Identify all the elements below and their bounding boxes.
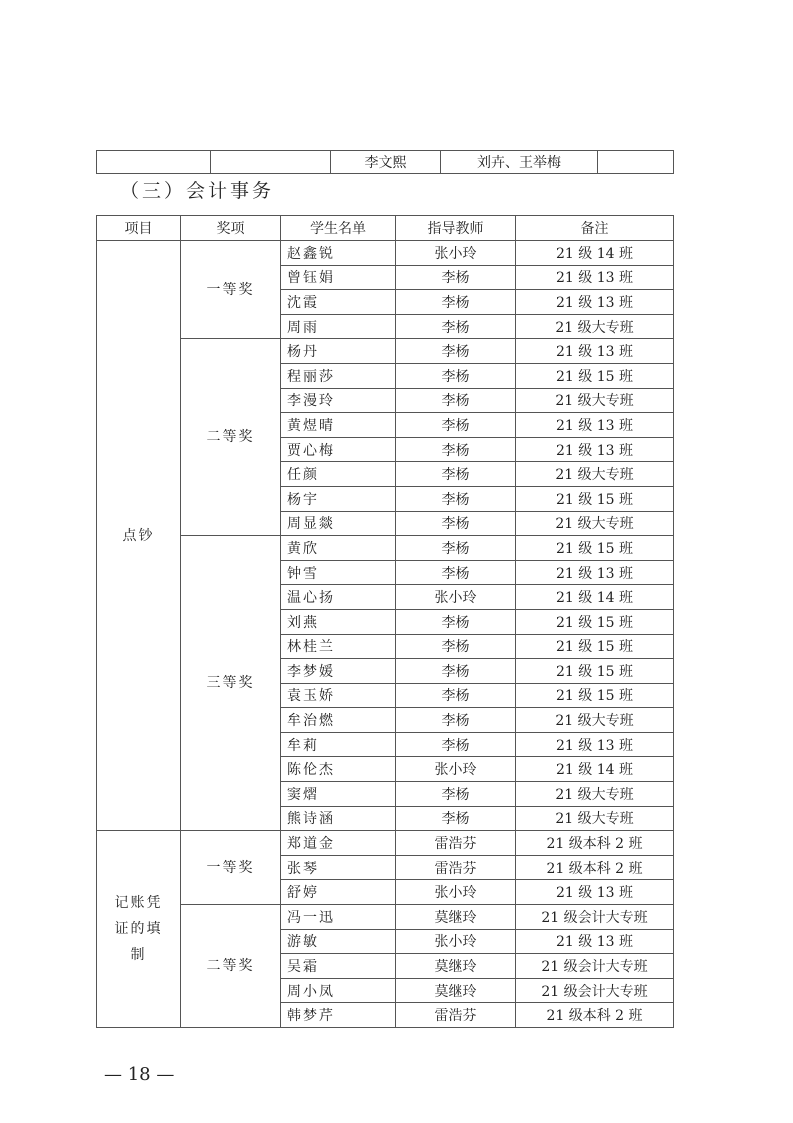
project-name: 点钞 <box>97 241 181 831</box>
teacher-name: 李杨 <box>396 659 516 684</box>
student-name: 郑道金 <box>281 831 396 856</box>
award-level: 三等奖 <box>181 536 281 831</box>
class-note: 21 级 14 班 <box>516 585 674 610</box>
class-note: 21 级 13 班 <box>516 290 674 315</box>
table-row <box>97 536 674 561</box>
class-note: 21 级大专班 <box>516 462 674 487</box>
class-note: 21 级 13 班 <box>516 880 674 905</box>
award-level: 一等奖 <box>181 831 281 905</box>
class-note: 21 级 13 班 <box>516 929 674 954</box>
class-note: 21 级本科 2 班 <box>516 831 674 856</box>
student-name: 熊诗涵 <box>281 806 396 831</box>
class-note: 21 级 14 班 <box>516 757 674 782</box>
student-name: 舒婷 <box>281 880 396 905</box>
class-note: 21 级大专班 <box>516 806 674 831</box>
student-name: 林桂兰 <box>281 634 396 659</box>
student-name: 程丽莎 <box>281 363 396 388</box>
teacher-name: 张小玲 <box>396 880 516 905</box>
teacher-name: 李杨 <box>396 806 516 831</box>
header-note: 备注 <box>516 216 674 241</box>
class-note: 21 级 13 班 <box>516 437 674 462</box>
awards-table <box>96 215 674 1028</box>
student-name: 李漫玲 <box>281 388 396 413</box>
award-level: 二等奖 <box>181 339 281 536</box>
class-note: 21 级 15 班 <box>516 659 674 684</box>
award-level: 一等奖 <box>181 241 281 339</box>
class-note: 21 级大专班 <box>516 782 674 807</box>
student-name: 冯一迅 <box>281 905 396 930</box>
teacher-name: 李杨 <box>396 708 516 733</box>
teacher-name: 雷浩芬 <box>396 831 516 856</box>
class-note: 21 级 15 班 <box>516 363 674 388</box>
student-name: 游敏 <box>281 929 396 954</box>
class-note: 21 级 13 班 <box>516 732 674 757</box>
teacher-name: 李杨 <box>396 683 516 708</box>
teacher-name: 李杨 <box>396 536 516 561</box>
teacher-name: 李杨 <box>396 413 516 438</box>
teacher-name: 李杨 <box>396 609 516 634</box>
class-note: 21 级会计大专班 <box>516 978 674 1003</box>
teacher-name: 张小玲 <box>396 929 516 954</box>
student-name: 刘燕 <box>281 609 396 634</box>
teacher-name: 莫继玲 <box>396 905 516 930</box>
class-note: 21 级 15 班 <box>516 634 674 659</box>
teacher-name: 李杨 <box>396 314 516 339</box>
teacher-name: 李杨 <box>396 388 516 413</box>
student-name: 周雨 <box>281 314 396 339</box>
project-name: 记账凭证的填制 <box>97 831 181 1028</box>
class-note: 21 级本科 2 班 <box>516 1003 674 1028</box>
student-name: 黄煜晴 <box>281 413 396 438</box>
class-note: 21 级大专班 <box>516 388 674 413</box>
header-project: 项目 <box>97 216 181 241</box>
student-name: 窦熠 <box>281 782 396 807</box>
teacher-name: 雷浩芬 <box>396 855 516 880</box>
teacher-name: 张小玲 <box>396 241 516 266</box>
student-name: 赵鑫锐 <box>281 241 396 266</box>
class-note: 21 级 13 班 <box>516 339 674 364</box>
student-name: 温心扬 <box>281 585 396 610</box>
class-note: 21 级 15 班 <box>516 609 674 634</box>
teacher-name: 张小玲 <box>396 585 516 610</box>
class-note: 21 级大专班 <box>516 314 674 339</box>
student-name: 沈霞 <box>281 290 396 315</box>
teacher-name: 李杨 <box>396 290 516 315</box>
teacher-name: 张小玲 <box>396 757 516 782</box>
student-name: 杨宇 <box>281 486 396 511</box>
class-note: 21 级大专班 <box>516 708 674 733</box>
header-student: 学生名单 <box>281 216 396 241</box>
teacher-name: 李杨 <box>396 486 516 511</box>
teacher-name: 李杨 <box>396 782 516 807</box>
class-note: 21 级 13 班 <box>516 413 674 438</box>
class-note: 21 级会计大专班 <box>516 954 674 979</box>
cell-teacher: 刘卉、王举梅 <box>441 151 598 174</box>
student-name: 李梦媛 <box>281 659 396 684</box>
student-name: 周显燚 <box>281 511 396 536</box>
table-row <box>97 831 674 856</box>
cell-award <box>211 151 331 174</box>
student-name: 曾钰娟 <box>281 265 396 290</box>
class-note: 21 级 13 班 <box>516 265 674 290</box>
header-teacher: 指导教师 <box>396 216 516 241</box>
teacher-name: 李杨 <box>396 634 516 659</box>
teacher-name: 李杨 <box>396 437 516 462</box>
table-row <box>97 151 674 174</box>
header-award: 奖项 <box>181 216 281 241</box>
student-name: 张琴 <box>281 855 396 880</box>
class-note: 21 级本科 2 班 <box>516 855 674 880</box>
student-name: 任颜 <box>281 462 396 487</box>
student-name: 陈伦杰 <box>281 757 396 782</box>
previous-table-tail <box>96 150 674 174</box>
teacher-name: 李杨 <box>396 732 516 757</box>
teacher-name: 李杨 <box>396 560 516 585</box>
class-note: 21 级会计大专班 <box>516 905 674 930</box>
table-row <box>97 241 674 266</box>
teacher-name: 李杨 <box>396 363 516 388</box>
student-name: 韩梦芹 <box>281 1003 396 1028</box>
award-level: 二等奖 <box>181 905 281 1028</box>
section-title: （三）会计事务 <box>120 180 275 202</box>
student-name: 贾心梅 <box>281 437 396 462</box>
cell-note <box>598 151 674 174</box>
cell-student: 李文熙 <box>331 151 441 174</box>
teacher-name: 李杨 <box>396 511 516 536</box>
student-name: 钟雪 <box>281 560 396 585</box>
student-name: 杨丹 <box>281 339 396 364</box>
student-name: 黄欣 <box>281 536 396 561</box>
student-name: 周小凤 <box>281 978 396 1003</box>
teacher-name: 李杨 <box>396 265 516 290</box>
student-name: 牟莉 <box>281 732 396 757</box>
page-number: — 18 — <box>104 1064 175 1085</box>
student-name: 吴霜 <box>281 954 396 979</box>
class-note: 21 级 15 班 <box>516 486 674 511</box>
class-note: 21 级 13 班 <box>516 560 674 585</box>
cell-project <box>97 151 211 174</box>
class-note: 21 级 14 班 <box>516 241 674 266</box>
table-row <box>97 339 674 364</box>
teacher-name: 李杨 <box>396 462 516 487</box>
class-note: 21 级 15 班 <box>516 683 674 708</box>
teacher-name: 莫继玲 <box>396 954 516 979</box>
class-note: 21 级 15 班 <box>516 536 674 561</box>
table-row <box>97 905 674 930</box>
teacher-name: 雷浩芬 <box>396 1003 516 1028</box>
teacher-name: 李杨 <box>396 339 516 364</box>
table-header-row <box>97 216 674 241</box>
student-name: 袁玉娇 <box>281 683 396 708</box>
teacher-name: 莫继玲 <box>396 978 516 1003</box>
class-note: 21 级大专班 <box>516 511 674 536</box>
student-name: 牟治燃 <box>281 708 396 733</box>
